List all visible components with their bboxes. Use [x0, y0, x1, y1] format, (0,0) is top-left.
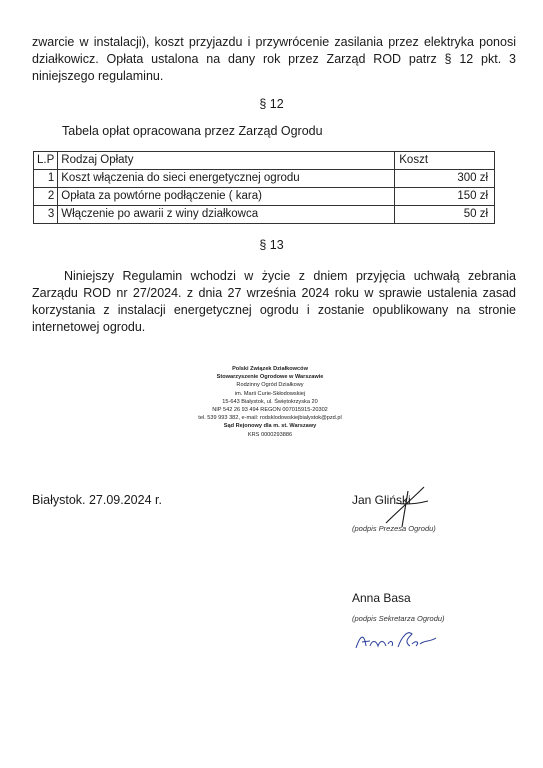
place-date-line: Białystok. 27.09.2024 r. — [32, 493, 162, 507]
row-lp: 3 — [34, 206, 58, 224]
stamp-line: im. Marii Curie-Skłodowskiej — [234, 390, 306, 397]
section-13-paragraph: Niniejszy Regulamin wchodzi w życie z dniem przyjęcia uchwałą zebrania Zarządu ROD nr 27/2024. z dnia 27 września 2024 roku w sprawie ustalenia zasad korzystania z instalacji energetycznej ogrodu i zostanie opublikowany na stronie internetowej ogrodu. — [32, 269, 516, 334]
section-12-heading: § 12 — [259, 97, 284, 111]
intro-paragraph: zwarcie w instalacji), koszt przyjazdu i przywrócenie zasilania przez elektryka ponosi działkowicz. Opłata ustalona na dany rok przez Zarząd ROD patrz § 12 pkt. 3 niniejszego regulaminu. — [32, 35, 516, 83]
garden-stamp — [170, 365, 370, 439]
fees-table — [33, 151, 495, 224]
table-row — [34, 188, 495, 206]
row-lp: 2 — [34, 188, 58, 206]
row-cost: 300 zł — [395, 170, 495, 188]
fees-table-header-row — [34, 152, 495, 170]
row-kind: Opłata za powtórne podłączenie ( kara) — [58, 188, 395, 206]
stamp-line: NIP 542 26 93 494 REGON 007015915-20302 — [212, 407, 328, 414]
secretary-signature — [352, 626, 442, 654]
row-cost: 150 zł — [395, 188, 495, 206]
stamp-line: Stowarzyszenie Ogrodowe w Warszawie — [216, 374, 324, 381]
header-kind: Rodzaj Opłaty — [58, 152, 395, 170]
row-kind: Włączenie po awarii z winy działkowca — [58, 206, 395, 224]
president-role: (podpis Prezesa Ogrodu) — [352, 524, 436, 533]
header-lp: L.P — [34, 152, 58, 170]
president-name: Jan Gliński — [352, 493, 411, 507]
stamp-line: Polski Związek Działkowców — [232, 366, 308, 372]
stamp-line: Rodzinny Ogród Działkowy — [236, 382, 304, 389]
row-kind: Koszt włączenia do sieci energetycznej ogrodu — [58, 170, 395, 188]
stamp-line: 15-643 Białystok, ul. Świętokrzyska 20 — [222, 398, 318, 405]
stamp-line: Sąd Rejonowy dla m. st. Warszawy — [223, 423, 317, 430]
table-row — [34, 206, 495, 224]
header-cost: Koszt — [395, 152, 495, 170]
row-lp: 1 — [34, 170, 58, 188]
president-signature — [378, 483, 448, 528]
section-13-heading: § 13 — [259, 238, 284, 252]
fees-table-title: Tabela opłat opracowana przez Zarząd Ogrodu — [62, 124, 323, 138]
row-cost: 50 zł — [395, 206, 495, 224]
secretary-name: Anna Basa — [352, 591, 411, 605]
table-row — [34, 170, 495, 188]
stamp-line: KRS 0000293886 — [247, 431, 293, 438]
stamp-line: tel. 539 993 382, e-mail: rodsklodowskiejbialystok@pzd.pl — [198, 415, 342, 422]
secretary-role: (podpis Sekretarza Ogrodu) — [352, 614, 445, 623]
